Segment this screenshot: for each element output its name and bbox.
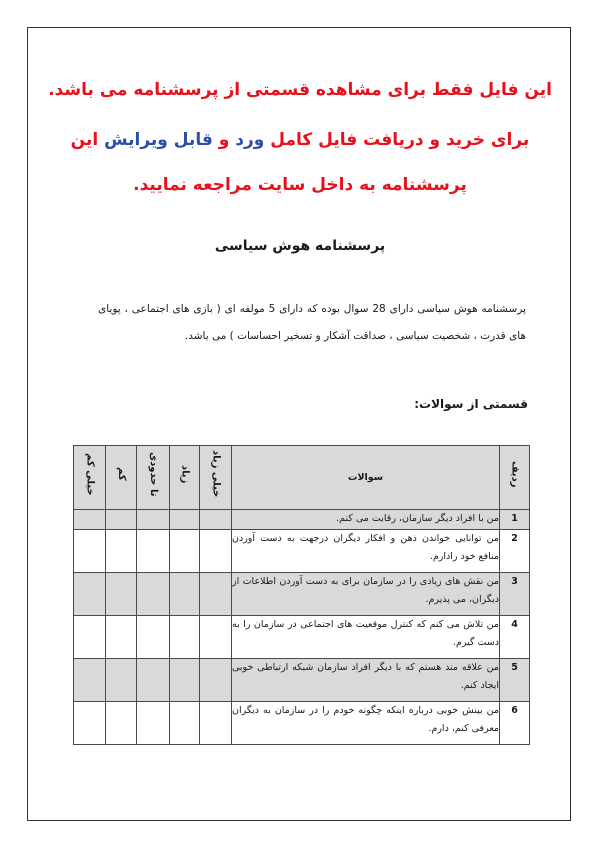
answer-cell-somewhat[interactable]: [137, 510, 170, 530]
header-very-low: خیلی کم: [74, 446, 106, 510]
answer-cell-high[interactable]: [170, 530, 200, 573]
header-somewhat: تا حدودی: [137, 446, 170, 510]
notice-word-doc: ورد: [235, 130, 265, 150]
answer-cell-very-low[interactable]: [74, 510, 106, 530]
header-high: زیاد: [170, 446, 200, 510]
question-text: من تلاش می کنم که کنترل موقعیت های اجتماعی در سازمان را به دست گیرم.: [232, 616, 500, 659]
answer-cell-very-low[interactable]: [74, 702, 106, 745]
answer-cell-high[interactable]: [170, 616, 200, 659]
answer-cell-very-low[interactable]: [74, 616, 106, 659]
header-row-number: ردیف: [500, 446, 530, 510]
notice-text-2a: برای خرید و دریافت فایل کامل: [270, 130, 530, 150]
question-text: من نقش های زیادی را در سازمان برای به دست آوردن اطلاعات از دیگران، می پذیرم.: [232, 573, 500, 616]
answer-cell-very-high[interactable]: [200, 530, 232, 573]
question-text: من علاقه مند هستم که با دیگر افراد سازمان شبکه ارتباطی خوبی ایجاد کنم.: [232, 659, 500, 702]
row-number: 3: [500, 573, 530, 616]
notice-line-3: [40, 173, 560, 197]
table-row: [74, 510, 530, 530]
question-text: من با افراد دیگر سازمان، رقابت می کنم.: [232, 510, 500, 530]
answer-cell-very-high[interactable]: [200, 616, 232, 659]
notice-line-1: [40, 78, 560, 102]
row-number: 1: [500, 510, 530, 530]
table-header-row: [74, 446, 530, 510]
table-row: [74, 573, 530, 616]
table-row: [74, 659, 530, 702]
notice-text-3: پرسشنامه به داخل سایت مراجعه نمایید.: [133, 175, 467, 195]
row-number: 5: [500, 659, 530, 702]
answer-cell-low[interactable]: [106, 659, 137, 702]
questionnaire-title: پرسشنامه هوش سیاسی: [214, 238, 386, 254]
answer-cell-low[interactable]: [106, 702, 137, 745]
notice-text-1: این فایل فقط برای مشاهده قسمتی از پرسشنامه می باشد.: [48, 80, 552, 100]
answer-cell-somewhat[interactable]: [137, 659, 170, 702]
questions-subheading: قسمتی از سوالات:: [414, 397, 528, 411]
answer-cell-high[interactable]: [170, 510, 200, 530]
header-questions: سوالات: [232, 446, 500, 510]
answer-cell-low[interactable]: [106, 510, 137, 530]
notice-line-2: [40, 128, 560, 152]
answer-cell-very-high[interactable]: [200, 573, 232, 616]
answer-cell-very-low[interactable]: [74, 659, 106, 702]
answer-cell-high[interactable]: [170, 702, 200, 745]
answer-cell-very-high[interactable]: [200, 702, 232, 745]
header-very-high: خیلی زیاد: [200, 446, 232, 510]
question-text: من توانایی خواندن ذهن و افکار دیگران درجهت به دست آوردن منافع خود رادارم.: [232, 530, 500, 573]
answer-cell-very-high[interactable]: [200, 659, 232, 702]
row-number: 6: [500, 702, 530, 745]
answer-cell-somewhat[interactable]: [137, 616, 170, 659]
table-row: [74, 530, 530, 573]
answer-cell-very-high[interactable]: [200, 510, 232, 530]
answer-cell-very-low[interactable]: [74, 573, 106, 616]
questions-table: [73, 445, 530, 745]
answer-cell-high[interactable]: [170, 573, 200, 616]
row-number: 4: [500, 616, 530, 659]
answer-cell-low[interactable]: [106, 530, 137, 573]
table-row: [74, 702, 530, 745]
answer-cell-very-low[interactable]: [74, 530, 106, 573]
notice-text-2b: این: [70, 130, 99, 150]
notice-editable: قابل ویرایش: [104, 130, 213, 150]
answer-cell-high[interactable]: [170, 659, 200, 702]
intro-paragraph: پرسشنامه هوش سیاسی دارای 28 سوال بوده که دارای 5 مولفه ای ( بازی های اجتماعی ، پویای های قدرت ، شخصیت سیاسی ، صداقت آشکار و تسخیر احساسات ) می باشد.: [98, 303, 526, 342]
table-row: [74, 616, 530, 659]
answer-cell-somewhat[interactable]: [137, 573, 170, 616]
answer-cell-somewhat[interactable]: [137, 530, 170, 573]
header-low: کم: [106, 446, 137, 510]
answer-cell-low[interactable]: [106, 573, 137, 616]
answer-cell-somewhat[interactable]: [137, 702, 170, 745]
notice-and: و: [218, 130, 230, 150]
row-number: 2: [500, 530, 530, 573]
answer-cell-low[interactable]: [106, 616, 137, 659]
question-text: من بینش خوبی درباره اینکه چگونه خودم را در سازمان به دیگران معرفی کنم، دارم.: [232, 702, 500, 745]
